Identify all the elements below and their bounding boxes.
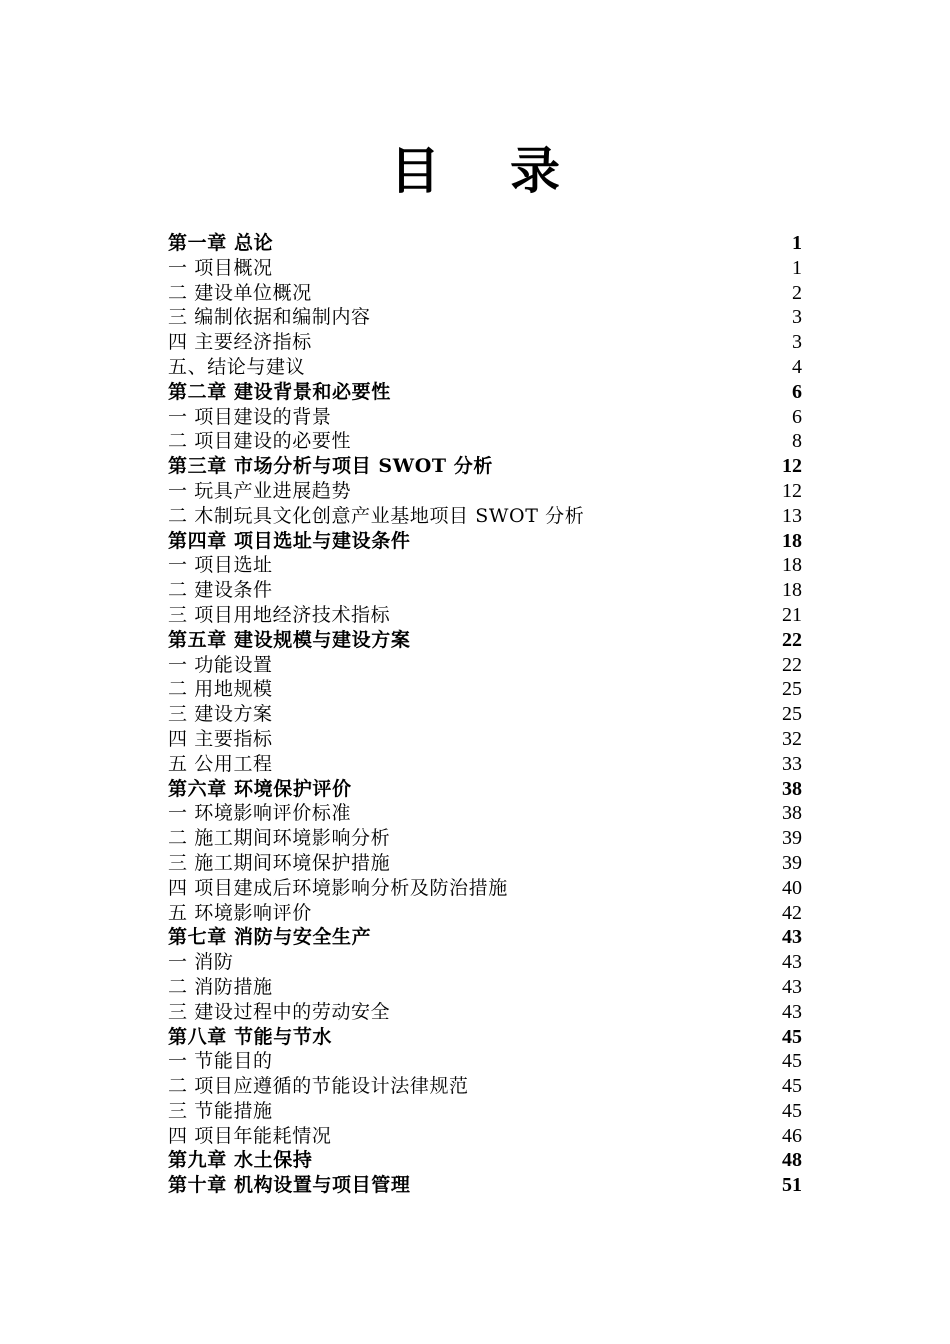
toc-section-row[interactable] [168,653,802,678]
toc-section-row[interactable] [168,851,802,876]
toc-entry-page-number: 45 [782,1075,802,1098]
toc-entry-page-number: 43 [782,975,802,998]
toc-entry-label: 第六章 环境保护评价 [168,777,352,800]
toc-entry-page-number: 2 [792,281,802,304]
toc-chapter-row[interactable] [168,1025,802,1050]
toc-section-row[interactable] [168,1074,802,1099]
toc-entry-label: 第五章 建设规模与建设方案 [168,628,411,651]
toc-section-row[interactable] [168,355,802,380]
toc-entry-label: 二 施工期间环境影响分析 [168,827,391,850]
toc-entry-label: 二 建设条件 [168,579,273,602]
toc-entry-label: 三 建设方案 [168,703,273,726]
toc-section-row[interactable] [168,950,802,975]
toc-section-row[interactable] [168,677,802,702]
toc-entry-page-number: 4 [792,355,802,378]
toc-chapter-row[interactable] [168,1148,802,1173]
toc-entry-label: 一 消防 [168,951,234,974]
toc-section-row[interactable] [168,305,802,330]
toc-chapter-row[interactable] [168,925,802,950]
toc-entry-page-number: 45 [782,1050,802,1073]
toc-section-row[interactable] [168,479,802,504]
toc-entry-label: 五、结论与建议 [168,355,306,378]
toc-chapter-row[interactable] [168,231,802,256]
toc-entry-label: 三 项目用地经济技术指标 [168,603,391,626]
toc-entry-label: 一 项目选址 [168,554,273,577]
toc-entry-page-number: 22 [782,653,802,676]
toc-entry-page-number: 48 [782,1149,802,1172]
toc-entry-label: 三 编制依据和编制内容 [168,306,371,329]
toc-entry-page-number: 3 [792,331,802,354]
toc-entry-page-number: 39 [782,851,802,874]
toc-section-row[interactable] [168,603,802,628]
toc-entry-page-number: 12 [782,455,802,478]
toc-entry-label: 二 项目应遵循的节能设计法律规范 [168,1075,469,1098]
toc-entry-page-number: 33 [782,752,802,775]
toc-entry-page-number: 13 [782,504,802,527]
toc-section-row[interactable] [168,256,802,281]
toc-section-row[interactable] [168,826,802,851]
toc-entry-label: 二 木制玩具文化创意产业基地项目 SWOT 分析 [168,504,585,527]
toc-entry-page-number: 6 [792,380,802,403]
toc-entry-page-number: 22 [782,628,802,651]
toc-entry-page-number: 18 [782,529,802,552]
table-of-contents [168,231,802,1198]
toc-section-row[interactable] [168,876,802,901]
toc-entry-page-number: 21 [782,603,802,626]
toc-chapter-row[interactable] [168,628,802,653]
toc-entry-label: 第三章 市场分析与项目 SWOT 分析 [168,455,493,478]
toc-section-row[interactable] [168,1049,802,1074]
toc-entry-label: 一 项目建设的背景 [168,405,332,428]
toc-entry-label: 四 主要经济指标 [168,331,312,354]
toc-entry-label: 二 消防措施 [168,975,273,998]
toc-entry-label: 一 项目概况 [168,256,273,279]
toc-entry-page-number: 42 [782,901,802,924]
toc-section-row[interactable] [168,752,802,777]
toc-entry-page-number: 6 [792,405,802,428]
toc-entry-label: 二 建设单位概况 [168,281,312,304]
toc-entry-page-number: 51 [782,1174,802,1197]
toc-entry-label: 第九章 水土保持 [168,1149,313,1172]
toc-entry-label: 三 节能措施 [168,1099,273,1122]
toc-entry-page-number: 45 [782,1099,802,1122]
toc-section-row[interactable] [168,901,802,926]
toc-entry-page-number: 38 [782,777,802,800]
toc-entry-page-number: 18 [782,579,802,602]
toc-entry-label: 第四章 项目选址与建设条件 [168,529,411,552]
toc-entry-page-number: 1 [792,232,802,254]
toc-entry-label: 四 项目建成后环境影响分析及防治措施 [168,876,508,899]
toc-entry-label: 四 主要指标 [168,727,273,750]
toc-entry-page-number: 1 [792,256,802,279]
toc-entry-label: 第二章 建设背景和必要性 [168,380,391,403]
title-char-1: 目 [390,141,440,200]
toc-section-row[interactable] [168,1124,802,1149]
toc-entry-page-number: 25 [782,703,802,726]
toc-entry-page-number: 40 [782,876,802,899]
toc-entry-label: 第一章 总论 [168,232,274,254]
toc-entry-page-number: 38 [782,802,802,825]
toc-section-row[interactable] [168,1099,802,1124]
toc-chapter-row[interactable] [168,1173,802,1198]
toc-chapter-row[interactable] [168,454,802,479]
toc-section-row[interactable] [168,281,802,306]
toc-entry-page-number: 8 [792,430,802,453]
toc-entry-page-number: 25 [782,678,802,701]
toc-entry-page-number: 43 [782,951,802,974]
toc-section-row[interactable] [168,801,802,826]
toc-section-row[interactable] [168,429,802,454]
toc-entry-label: 第七章 消防与安全生产 [168,926,372,949]
toc-entry-page-number: 43 [782,926,802,949]
toc-section-row[interactable] [168,553,802,578]
toc-entry-label: 第十章 机构设置与项目管理 [168,1174,411,1197]
toc-section-row[interactable] [168,702,802,727]
toc-entry-label: 三 施工期间环境保护措施 [168,851,391,874]
toc-entry-page-number: 18 [782,554,802,577]
toc-section-row[interactable] [168,727,802,752]
toc-section-row[interactable] [168,975,802,1000]
toc-entry-label: 一 玩具产业进展趋势 [168,479,352,502]
toc-chapter-row[interactable] [168,529,802,554]
toc-entry-page-number: 39 [782,827,802,850]
toc-section-row[interactable] [168,1000,802,1025]
toc-entry-label: 五 环境影响评价 [168,901,312,924]
toc-section-row[interactable] [168,504,802,529]
toc-entry-label: 五 公用工程 [168,752,273,775]
toc-chapter-row[interactable] [168,380,802,405]
toc-entry-page-number: 45 [782,1025,802,1048]
toc-entry-label: 一 功能设置 [168,653,273,676]
toc-section-row[interactable] [168,578,802,603]
toc-entry-page-number: 46 [782,1124,802,1147]
toc-entry-label: 三 建设过程中的劳动安全 [168,1000,391,1023]
toc-section-row[interactable] [168,405,802,430]
toc-section-row[interactable] [168,330,802,355]
page-title [0,140,950,202]
toc-entry-label: 一 节能目的 [168,1050,273,1073]
toc-entry-label: 二 项目建设的必要性 [168,430,352,453]
title-char-2: 录 [510,141,560,200]
toc-entry-label: 一 环境影响评价标准 [168,802,352,825]
toc-entry-page-number: 43 [782,1000,802,1023]
toc-entry-label: 二 用地规模 [168,678,273,701]
toc-entry-page-number: 3 [792,306,802,329]
toc-entry-label: 四 项目年能耗情况 [168,1124,332,1147]
toc-entry-page-number: 32 [782,727,802,750]
toc-entry-page-number: 12 [782,479,802,502]
toc-entry-label: 第八章 节能与节水 [168,1025,333,1048]
toc-chapter-row[interactable] [168,777,802,802]
